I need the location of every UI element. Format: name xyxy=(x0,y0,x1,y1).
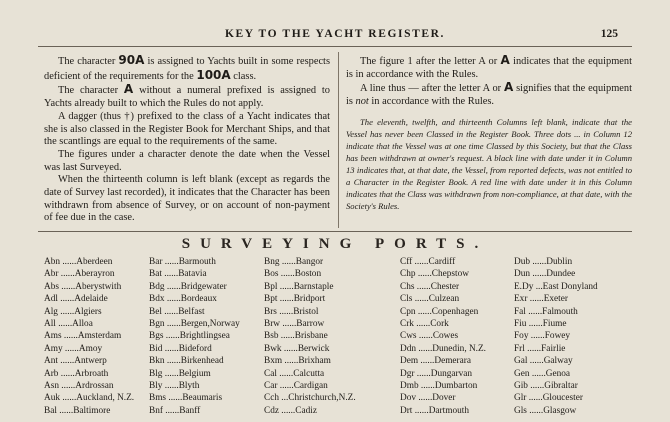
port-entry xyxy=(264,392,356,404)
port-abbreviation: Bly xyxy=(149,381,163,392)
port-name: Genoa xyxy=(545,368,571,379)
port-name: Bridport xyxy=(293,294,326,305)
port-name: Bideford xyxy=(178,343,212,354)
port-abbreviation: Abr xyxy=(44,269,59,280)
port-entry xyxy=(400,343,486,355)
ports-column xyxy=(400,256,486,417)
port-name: Barmouth xyxy=(178,257,216,267)
port-entry xyxy=(149,268,240,280)
port-leader-dots: ...... xyxy=(415,269,432,280)
port-abbreviation: Bgs xyxy=(149,331,164,342)
port-entry xyxy=(400,392,486,404)
port-entry xyxy=(264,281,356,293)
header-rule xyxy=(38,46,632,47)
port-name: Baltimore xyxy=(73,405,111,416)
port-leader-dots: ...... xyxy=(280,319,297,330)
port-abbreviation: Bdx xyxy=(149,294,165,305)
port-abbreviation: Alg xyxy=(44,306,58,317)
port-abbreviation: Crk xyxy=(400,319,414,330)
port-leader-dots: ...... xyxy=(57,356,75,367)
port-name: Galway xyxy=(543,356,573,367)
port-name: Belfast xyxy=(178,306,205,317)
port-entry xyxy=(514,306,598,318)
port-entry xyxy=(514,368,598,380)
paragraph-character-90a: The character 90A is assigned to Yachts built in some respects deficient of the requirements for the 100A class. xyxy=(44,53,330,82)
port-name: Christchurch,N.Z. xyxy=(288,393,356,404)
port-leader-dots: ...... xyxy=(530,269,547,280)
port-leader-dots: ...... xyxy=(162,405,180,416)
right-column xyxy=(346,54,632,213)
port-entry xyxy=(514,293,598,305)
port-name: Blyth xyxy=(178,381,200,392)
port-abbreviation: Bel xyxy=(149,306,162,317)
section-rule xyxy=(38,231,632,232)
port-entry xyxy=(514,281,598,293)
port-leader-dots: ...... xyxy=(418,356,435,367)
port-leader-dots: ...... xyxy=(161,269,179,280)
surveying-ports-list xyxy=(44,256,644,416)
port-abbreviation: E.Dy xyxy=(514,281,534,292)
paragraph-figure-1: The figure 1 after the letter A or A indicates that the equipment is in accordance with the Rules. xyxy=(346,53,632,80)
port-name: Demerara xyxy=(434,356,472,367)
port-leader-dots: ...... xyxy=(413,319,431,330)
port-abbreviation: Dmb xyxy=(400,381,419,392)
port-leader-dots: ...... xyxy=(416,343,433,354)
port-entry xyxy=(400,256,486,268)
port-entry xyxy=(44,293,134,305)
port-leader-dots: ...... xyxy=(418,381,435,392)
port-abbreviation: Drt xyxy=(400,405,413,416)
port-leader-dots: ...... xyxy=(164,356,181,367)
port-entry xyxy=(264,343,356,355)
port-abbreviation: Bnf xyxy=(149,405,163,416)
port-abbreviation: Brs xyxy=(264,306,277,317)
port-entry xyxy=(149,306,240,318)
port-leader-dots: ...... xyxy=(166,393,183,404)
port-leader-dots: ...... xyxy=(412,257,429,267)
port-leader-dots: ...... xyxy=(61,331,78,342)
port-name: Gibraltar xyxy=(544,381,578,392)
port-entry xyxy=(264,405,356,417)
port-entry xyxy=(264,256,356,268)
port-name: Gloucester xyxy=(542,393,583,404)
port-leader-dots: ...... xyxy=(161,306,179,317)
port-entry xyxy=(149,330,240,342)
port-name: Berwick xyxy=(297,343,330,354)
port-entry xyxy=(44,343,134,355)
port-name: Glasgow xyxy=(543,405,577,416)
port-name: Ardrossan xyxy=(75,381,114,392)
port-leader-dots: ...... xyxy=(60,257,77,267)
port-leader-dots: ...... xyxy=(277,281,294,292)
port-entry xyxy=(264,293,356,305)
port-leader-dots: ...... xyxy=(527,294,544,305)
port-name: Cowes xyxy=(432,331,459,342)
port-abbreviation: Bxm xyxy=(264,356,283,367)
port-abbreviation: Bng xyxy=(264,257,280,267)
port-name: Dungarvan xyxy=(430,368,473,379)
class-a-symbol: A xyxy=(123,82,134,97)
port-abbreviation: Bwk xyxy=(264,343,282,354)
port-leader-dots: ...... xyxy=(162,368,179,379)
port-leader-dots: ... xyxy=(278,393,289,404)
port-leader-dots: ...... xyxy=(163,331,180,342)
port-name: Bridgewater xyxy=(180,281,227,292)
port-abbreviation: Dov xyxy=(400,393,417,404)
port-entry xyxy=(264,355,356,367)
port-abbreviation: Cff xyxy=(400,257,413,267)
port-leader-dots: ...... xyxy=(412,294,429,305)
port-name: Dartmouth xyxy=(428,405,469,416)
port-entry xyxy=(514,405,598,417)
port-entry xyxy=(264,368,356,380)
paragraph-line: A line thus — after the letter A or A signifies that the equipment is not in accordance with the Rules. xyxy=(346,80,632,108)
port-leader-dots: ...... xyxy=(276,306,294,317)
paragraph-figures: The figures under a character denote the date when the Vessel was last Surveyed. xyxy=(44,148,330,173)
port-entry xyxy=(149,405,240,417)
port-abbreviation: Bal xyxy=(44,405,57,416)
port-abbreviation: Abs xyxy=(44,281,59,292)
port-name: Dundee xyxy=(546,269,576,280)
port-leader-dots: ...... xyxy=(57,306,75,317)
port-leader-dots: ...... xyxy=(276,368,294,379)
port-name: Dover xyxy=(432,393,456,404)
port-name: Batavia xyxy=(178,269,207,280)
port-abbreviation: Bdg xyxy=(149,281,165,292)
port-name: Fairlie xyxy=(541,343,566,354)
port-entry xyxy=(400,306,486,318)
paragraph-blank-columns: The eleventh, twelfth, and thirteenth Columns left blank, indicate that the Vessel has never been Classed in the Register Book. Three dots ... in Column 12 indicate that the Vessel was at one time Classed by this Society, but that the Class has been withdrawn at owner's request. A black line with date under it in Column 13 indicates that, at that date, the Vessel, from reported defects, was not entitled to a Character in the Register Book. A red line with date under it in this Column indicates that the Class was withdrawn from non-compliance, at that date, with the Society's Rules. xyxy=(346,116,632,212)
port-abbreviation: Gal xyxy=(514,356,528,367)
port-abbreviation: Foy xyxy=(514,331,529,342)
port-leader-dots: ...... xyxy=(62,343,79,354)
port-leader-dots: ...... xyxy=(528,331,545,342)
port-abbreviation: Car xyxy=(264,381,278,392)
port-entry xyxy=(514,343,598,355)
port-name: Cork xyxy=(430,319,449,330)
port-entry xyxy=(149,293,240,305)
port-abbreviation: Abn xyxy=(44,257,61,267)
port-entry xyxy=(44,405,134,417)
port-entry xyxy=(44,380,134,392)
port-name: Adelaide xyxy=(74,294,108,305)
port-abbreviation: Fal xyxy=(514,306,526,317)
port-entry xyxy=(514,256,598,268)
port-abbreviation: Asn xyxy=(44,381,59,392)
port-entry xyxy=(44,281,134,293)
port-leader-dots: ...... xyxy=(58,269,75,280)
port-abbreviation: Bsb xyxy=(264,331,279,342)
port-abbreviation: Bkn xyxy=(149,356,165,367)
port-abbreviation: Bgn xyxy=(149,319,165,330)
port-entry xyxy=(400,293,486,305)
port-abbreviation: Bpl xyxy=(264,281,278,292)
port-entry xyxy=(149,343,240,355)
port-abbreviation: Glr xyxy=(514,393,527,404)
port-leader-dots: ...... xyxy=(277,294,294,305)
port-name: Bergen,Norway xyxy=(180,319,240,330)
port-abbreviation: Gls xyxy=(514,405,527,416)
port-entry xyxy=(400,330,486,342)
port-name: Birkenhead xyxy=(180,356,224,367)
port-entry xyxy=(400,405,486,417)
paragraph-dagger: A dagger (thus †) prefixed to the class of a Yacht indicates that she is also classed in the Register Book for Merchant Ships, and that the scantlings are equal to the requirements of the same. xyxy=(44,110,330,148)
port-entry xyxy=(264,330,356,342)
port-leader-dots: ...... xyxy=(416,393,433,404)
port-abbreviation: Bpt xyxy=(264,294,278,305)
port-name: Algiers xyxy=(74,306,102,317)
port-name: Fiume xyxy=(542,319,567,330)
port-name: Dublin xyxy=(546,257,573,267)
port-leader-dots: ...... xyxy=(164,319,181,330)
port-entry xyxy=(514,355,598,367)
port-name: Amoy xyxy=(78,343,103,354)
ports-column xyxy=(149,256,240,417)
port-leader-dots: ...... xyxy=(526,393,543,404)
port-leader-dots: ...... xyxy=(526,319,543,330)
port-leader-dots: ...... xyxy=(412,405,429,416)
port-abbreviation: Chs xyxy=(400,281,415,292)
port-abbreviation: Brw xyxy=(264,319,281,330)
port-entry xyxy=(44,306,134,318)
port-entry xyxy=(44,355,134,367)
port-leader-dots: ...... xyxy=(56,405,74,416)
class-a-symbol: A xyxy=(503,80,514,95)
port-leader-dots: ...... xyxy=(278,331,295,342)
port-leader-dots: ...... xyxy=(164,294,181,305)
port-entry xyxy=(514,318,598,330)
port-name: Cardigan xyxy=(293,381,328,392)
port-name: Alloa xyxy=(72,319,93,330)
port-entry xyxy=(149,355,240,367)
port-name: Dunedin, N.Z. xyxy=(432,343,487,354)
port-entry xyxy=(264,306,356,318)
port-entry xyxy=(514,330,598,342)
port-name: Cardiff xyxy=(428,257,456,267)
port-entry xyxy=(149,368,240,380)
port-entry xyxy=(400,281,486,293)
port-name: Aberystwith xyxy=(75,281,122,292)
port-abbreviation: Exr xyxy=(514,294,528,305)
port-name: Barrow xyxy=(296,319,325,330)
port-name: Copenhagen xyxy=(431,306,479,317)
port-name: Calcutta xyxy=(293,368,325,379)
port-leader-dots: ...... xyxy=(277,381,294,392)
port-leader-dots: ...... xyxy=(57,294,75,305)
port-entry xyxy=(400,380,486,392)
page-title: KEY TO THE YACHT REGISTER. xyxy=(224,28,446,40)
port-leader-dots: ...... xyxy=(527,381,545,392)
port-name: Bangor xyxy=(295,257,324,267)
left-column xyxy=(44,54,330,225)
port-name: Boston xyxy=(294,269,322,280)
port-abbreviation: Dun xyxy=(514,269,531,280)
port-leader-dots: ...... xyxy=(55,319,73,330)
port-leader-dots: ...... xyxy=(525,306,543,317)
ports-column xyxy=(514,256,598,417)
port-abbreviation: Bms xyxy=(149,393,167,404)
port-leader-dots: ...... xyxy=(278,405,296,416)
port-name: Bristol xyxy=(293,306,319,317)
port-abbreviation: Bid xyxy=(149,343,163,354)
port-abbreviation: Adl xyxy=(44,294,58,305)
port-abbreviation: Cpn xyxy=(400,306,416,317)
port-abbreviation: Bos xyxy=(264,269,279,280)
port-leader-dots: ...... xyxy=(162,343,179,354)
port-abbreviation: Amy xyxy=(44,343,63,354)
port-abbreviation: Cal xyxy=(264,368,277,379)
port-name: Fowey xyxy=(544,331,571,342)
port-entry xyxy=(514,268,598,280)
port-abbreviation: Gib xyxy=(514,381,528,392)
port-leader-dots: ...... xyxy=(282,356,299,367)
port-name: Beaumaris xyxy=(182,393,223,404)
port-name: Brisbane xyxy=(294,331,328,342)
port-abbreviation: Dub xyxy=(514,257,531,267)
class-100a-symbol: 100A xyxy=(196,67,231,82)
ports-column xyxy=(44,256,134,417)
port-name: Barnstaple xyxy=(293,281,334,292)
port-abbreviation: Cch xyxy=(264,393,279,404)
port-leader-dots: ...... xyxy=(414,281,431,292)
port-name: Chepstow xyxy=(431,269,469,280)
port-name: Brightlingsea xyxy=(179,331,230,342)
port-entry xyxy=(149,392,240,404)
port-name: Belgium xyxy=(178,368,211,379)
port-leader-dots: ...... xyxy=(530,257,547,267)
port-name: Exeter xyxy=(543,294,568,305)
port-name: Falmouth xyxy=(542,306,578,317)
port-name: Auckland, N.Z. xyxy=(76,393,135,404)
port-leader-dots: ... xyxy=(533,281,543,292)
port-name: Cadiz xyxy=(295,405,317,416)
port-name: Chester xyxy=(430,281,460,292)
port-entry xyxy=(400,355,486,367)
port-leader-dots: ...... xyxy=(60,393,77,404)
ports-column xyxy=(264,256,356,417)
paragraph-character-a: The character A without a numeral prefixed is assigned to Yachts already built to which the Rules do not apply. xyxy=(44,82,330,110)
port-entry xyxy=(264,380,356,392)
port-name: Brixham xyxy=(298,356,331,367)
port-leader-dots: ...... xyxy=(526,405,544,416)
port-entry xyxy=(400,318,486,330)
port-name: Culzean xyxy=(428,294,460,305)
port-entry xyxy=(264,318,356,330)
port-abbreviation: Cdz xyxy=(264,405,279,416)
port-leader-dots: ...... xyxy=(58,368,75,379)
port-abbreviation: Blg xyxy=(149,368,163,379)
port-name: Aberayron xyxy=(74,269,115,280)
surveying-ports-title: SURVEYING PORTS. xyxy=(181,236,489,252)
port-leader-dots: ...... xyxy=(414,368,431,379)
class-a-symbol: A xyxy=(500,53,510,67)
port-entry xyxy=(44,368,134,380)
port-entry xyxy=(149,318,240,330)
port-entry xyxy=(149,380,240,392)
port-abbreviation: Ams xyxy=(44,331,62,342)
port-abbreviation: Bat xyxy=(149,269,162,280)
port-abbreviation: Ddn xyxy=(400,343,417,354)
port-leader-dots: ...... xyxy=(162,257,179,267)
port-abbreviation: Cws xyxy=(400,331,417,342)
port-leader-dots: ...... xyxy=(527,356,544,367)
port-leader-dots: ...... xyxy=(415,306,432,317)
port-entry xyxy=(400,368,486,380)
port-name: Dumbarton xyxy=(434,381,478,392)
port-leader-dots: ...... xyxy=(58,281,76,292)
column-divider xyxy=(338,52,339,228)
port-entry xyxy=(514,380,598,392)
port-leader-dots: ...... xyxy=(416,331,433,342)
port-abbreviation: Cls xyxy=(400,294,413,305)
port-leader-dots: ...... xyxy=(524,343,542,354)
port-abbreviation: All xyxy=(44,319,56,330)
port-leader-dots: ...... xyxy=(162,381,179,392)
port-abbreviation: Gen xyxy=(514,368,530,379)
paragraph-thirteenth-column: When the thirteenth column is left blank (except as regards the date of Survey last recorded), it indicates that the Character has been withdrawn from absence of Survey, or on account of non-payment of fee due in the case. xyxy=(44,174,330,224)
class-90a-symbol: 90A xyxy=(118,53,145,67)
port-name: Banff xyxy=(179,405,201,416)
port-entry xyxy=(400,268,486,280)
port-abbreviation: Fiu xyxy=(514,319,527,330)
port-abbreviation: Bar xyxy=(149,257,163,267)
port-abbreviation: Auk xyxy=(44,393,61,404)
port-abbreviation: Arb xyxy=(44,368,59,379)
port-entry xyxy=(44,330,134,342)
port-entry xyxy=(264,268,356,280)
port-abbreviation: Dem xyxy=(400,356,419,367)
port-abbreviation: Ant xyxy=(44,356,58,367)
port-abbreviation: Frl xyxy=(514,343,525,354)
port-leader-dots: ...... xyxy=(529,368,546,379)
port-name: Amsterdam xyxy=(77,331,122,342)
page-number: 125 xyxy=(600,28,618,40)
port-name: Bordeaux xyxy=(180,294,217,305)
port-leader-dots: ...... xyxy=(278,269,295,280)
port-entry xyxy=(44,256,134,268)
port-name: Arbroath xyxy=(74,368,109,379)
port-entry xyxy=(149,281,240,293)
port-entry xyxy=(149,256,240,268)
port-abbreviation: Dgr xyxy=(400,368,415,379)
port-leader-dots: ...... xyxy=(279,257,296,267)
port-entry xyxy=(44,268,134,280)
port-entry xyxy=(44,392,134,404)
port-name: East Donyland xyxy=(542,281,598,292)
port-leader-dots: ...... xyxy=(164,281,181,292)
port-leader-dots: ...... xyxy=(281,343,298,354)
port-entry xyxy=(514,392,598,404)
port-entry xyxy=(44,318,134,330)
port-leader-dots: ...... xyxy=(58,381,76,392)
port-name: Antwerp xyxy=(74,356,107,367)
port-name: Aberdeen xyxy=(76,257,113,267)
port-abbreviation: Chp xyxy=(400,269,416,280)
